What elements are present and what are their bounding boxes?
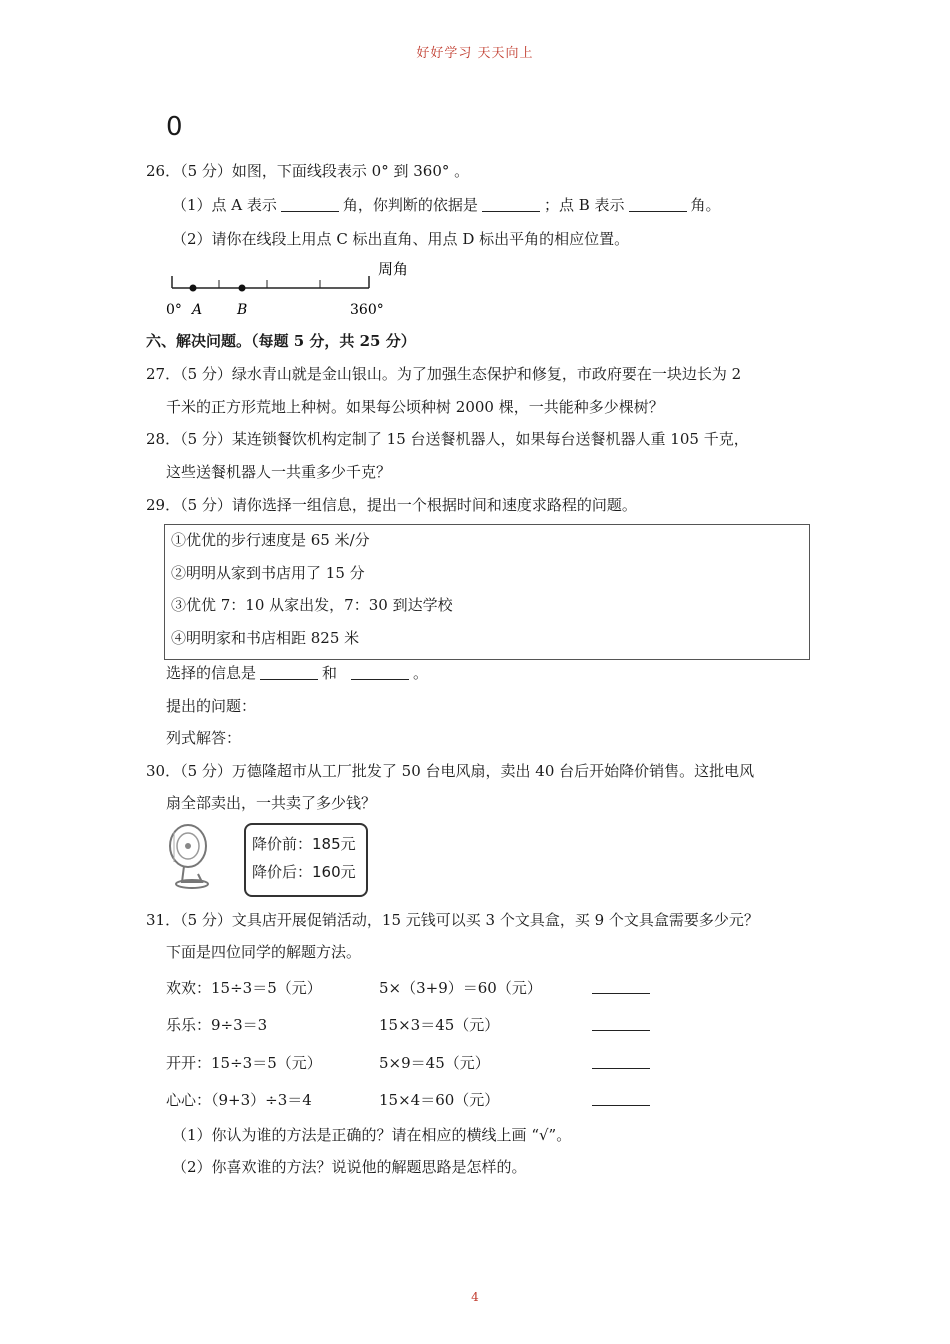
price-after: 降价后：160元 — [252, 863, 356, 881]
check-blank-1[interactable] — [592, 993, 650, 994]
label-0deg: 0° — [166, 302, 182, 318]
q29-info-box — [164, 524, 810, 660]
q29-and-text: 和 — [322, 664, 338, 682]
q29-blank-1[interactable] — [260, 665, 318, 680]
q29-select-text: 选择的信息是 — [166, 664, 257, 682]
check-blank-4[interactable] — [592, 1105, 650, 1106]
price-tag — [244, 823, 368, 897]
label-b: B — [237, 302, 248, 318]
method-row-2-step2: 15×3＝45（元） — [379, 1016, 500, 1034]
q26-blank-reason[interactable] — [482, 197, 540, 212]
q29-blank-2[interactable] — [351, 665, 409, 680]
q29-end-text: 。 — [413, 664, 429, 682]
method-row-4-step1: 心心：（9+3）÷3＝4 — [166, 1091, 312, 1109]
q29-stem: 29．（5 分）请你选择一组信息，提出一个根据时间和速度求路程的问题。 — [146, 496, 637, 514]
q27-line2: 千米的正方形荒地上种树。如果每公顷种树 2000 棵，一共能种多少棵树？ — [166, 398, 664, 416]
q27-line1: 27．（5 分）绿水青山就是金山银山。为了加强生态保护和修复，市政府要在一块边长为 2 — [146, 365, 742, 383]
q29-select-line — [166, 662, 428, 683]
point-a — [190, 285, 197, 292]
q26-p1-text-d: 角。 — [690, 196, 721, 214]
q26-p1-text-c: ；点 B 表示 — [543, 196, 625, 214]
electric-fan-icon — [166, 822, 216, 892]
q31-part2: （2）你喜欢谁的方法？说说他的解题思路是怎样的。 — [172, 1158, 527, 1176]
q29-question-label: 提出的问题： — [166, 697, 257, 715]
method-row-3-step2: 5×9＝45（元） — [379, 1054, 490, 1072]
figure-fragment: 0 — [166, 112, 183, 142]
method-row-2-step1: 乐乐：9÷3＝3 — [166, 1016, 268, 1034]
label-a: A — [192, 302, 203, 318]
q26-p1-text-a: （1）点 A 表示 — [172, 196, 277, 214]
method-row-4-step2: 15×4＝60（元） — [379, 1091, 500, 1109]
info-item-4: ④明明家和书店相距 825 米 — [171, 629, 360, 647]
q31-line2: 下面是四位同学的解题方法。 — [166, 943, 362, 961]
method-row-1-step1: 欢欢：15÷3＝5（元） — [166, 979, 322, 997]
q26-part2: （2）请你在线段上用点 C 标出直角、用点 D 标出平角的相应位置。 — [172, 230, 630, 248]
price-before: 降价前：185元 — [252, 835, 356, 853]
q26-stem: 26．（5 分）如图，下面线段表示 0° 到 360° 。 — [146, 162, 470, 180]
info-item-2: ②明明从家到书店用了 15 分 — [171, 564, 365, 582]
label-full-angle: 周角 — [378, 260, 409, 278]
point-b — [239, 285, 246, 292]
q30-line2: 扇全部卖出，一共卖了多少钱？ — [166, 794, 377, 812]
q26-part1 — [172, 194, 721, 215]
info-item-3: ③优优 7：10 从家出发，7：30 到达学校 — [171, 596, 453, 614]
page-number: 4 — [471, 1290, 479, 1304]
q28-line2: 这些送餐机器人一共重多少千克？ — [166, 463, 392, 481]
label-360deg: 360° — [350, 302, 384, 318]
check-blank-3[interactable] — [592, 1068, 650, 1069]
q26-p1-text-b: 角，你判断的依据是 — [342, 196, 478, 214]
q28-line1: 28．（5 分）某连锁餐饮机构定制了 15 台送餐机器人，如果每台送餐机器人重 105 千克， — [146, 430, 749, 448]
q29-solve-label: 列式解答： — [166, 729, 242, 747]
info-item-1: ①优优的步行速度是 65 米/分 — [171, 531, 370, 549]
q26-blank-b[interactable] — [629, 197, 687, 212]
check-blank-2[interactable] — [592, 1030, 650, 1031]
q30-line1: 30．（5 分）万德隆超市从工厂批发了 50 台电风扇，卖出 40 台后开始降价销售。这批电风 — [146, 762, 755, 780]
method-row-1-step2: 5×（3+9）＝60（元） — [379, 979, 542, 997]
angle-line-diagram — [164, 256, 424, 322]
method-row-3-step1: 开开：15÷3＝5（元） — [166, 1054, 322, 1072]
q31-line1: 31．（5 分）文具店开展促销活动，15 元钱可以买 3 个文具盒，买 9 个文具盒需要多少元？ — [146, 911, 759, 929]
q26-blank-a[interactable] — [281, 197, 339, 212]
section-6-title: 六、解决问题。（每题 5 分，共 25 分） — [146, 332, 416, 350]
page-header: 好好学习 天天向上 — [416, 46, 534, 61]
q31-part1: （1）你认为谁的方法是正确的？请在相应的横线上画 “√”。 — [172, 1126, 572, 1144]
